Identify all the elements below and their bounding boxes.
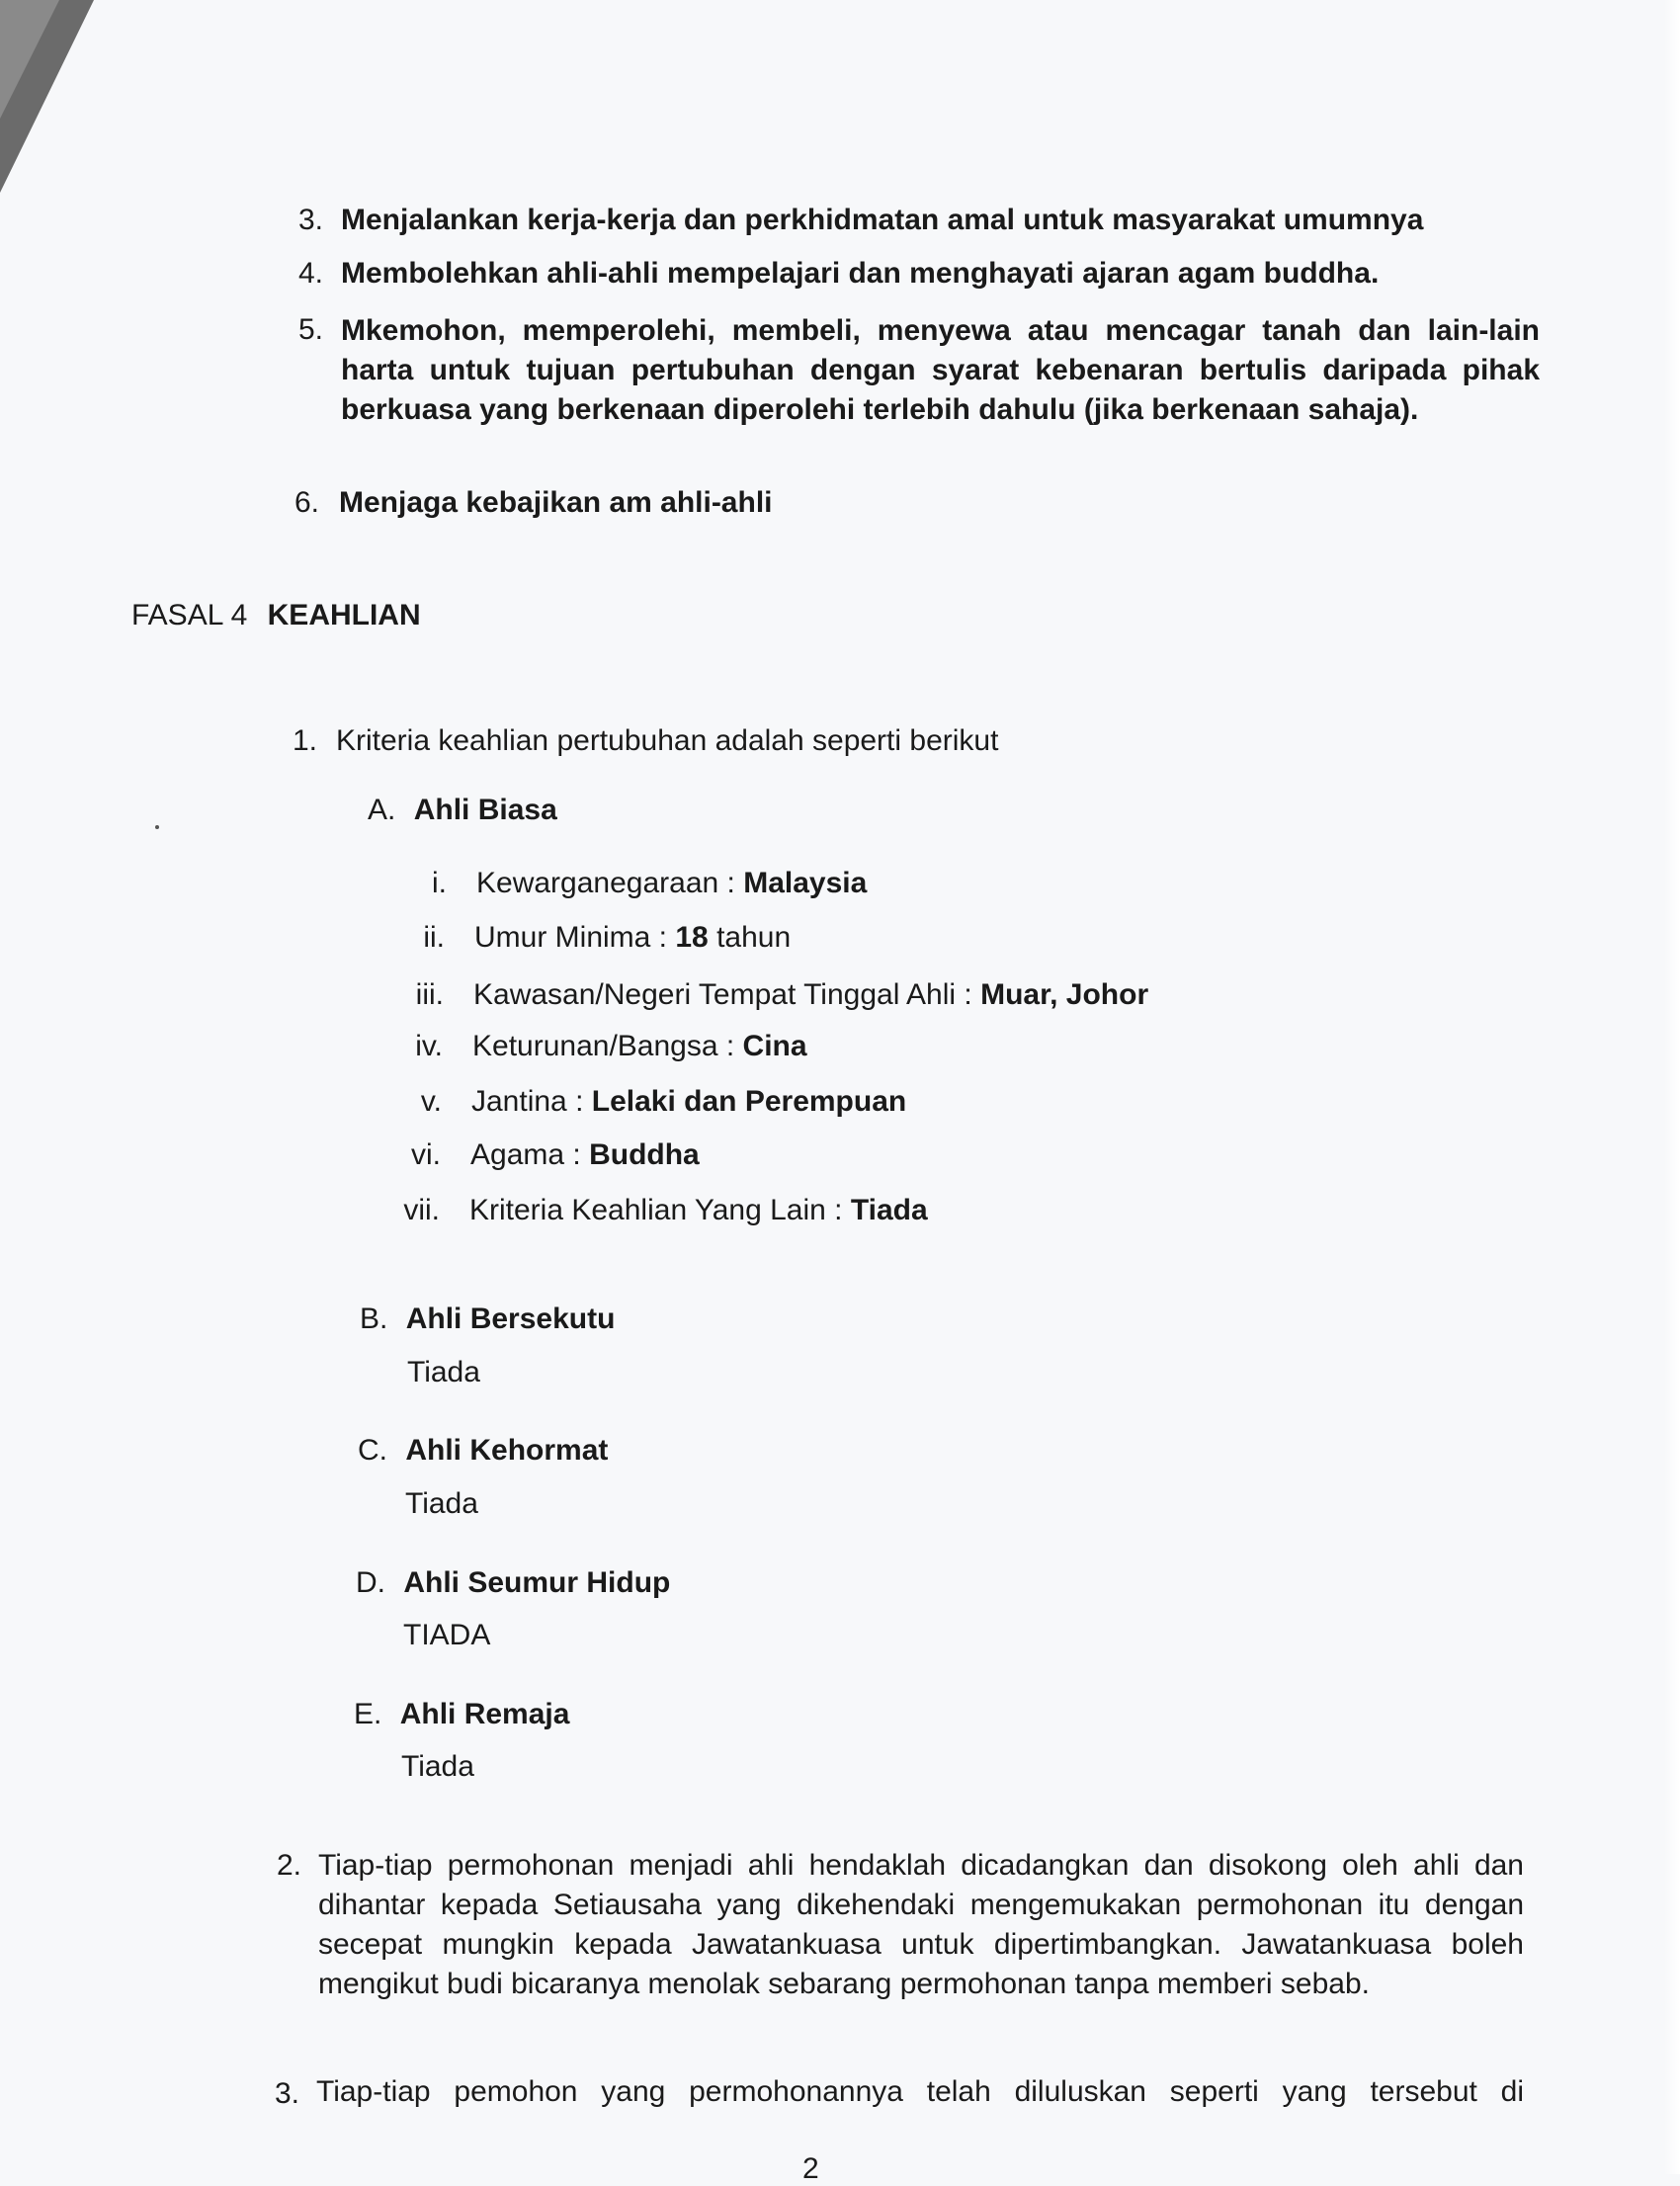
criteria-roman: vii. — [403, 1194, 440, 1226]
criteria-row — [380, 1194, 928, 1227]
objective-6-text: Menjaga kebajikan am ahli-ahli — [339, 486, 773, 519]
criteria-value: Cina — [742, 1030, 807, 1062]
objective-3-text: Menjalankan kerja-kerja dan perkhidmatan amal untuk masyarakat umumnya — [341, 204, 1424, 236]
criteria-row — [382, 1085, 906, 1119]
criteria-row — [384, 978, 1148, 1012]
criteria-roman: vi. — [411, 1138, 441, 1171]
criteria-value: 18 — [675, 921, 709, 954]
category-d-letter: D. — [356, 1566, 385, 1599]
criteria-roman: iv. — [415, 1030, 443, 1062]
criteria-value: Muar, Johor — [980, 978, 1149, 1011]
section-label: FASAL 4 — [131, 599, 248, 631]
category-a-title: Ahli Biasa — [413, 794, 557, 826]
criteria-row — [387, 867, 867, 900]
category-c-value: Tiada — [405, 1487, 478, 1520]
objective-3-number: 3. — [298, 204, 324, 236]
criteria-roman: v. — [420, 1085, 442, 1118]
category-d-heading — [356, 1566, 670, 1600]
category-d-title: Ahli Seumur Hidup — [403, 1566, 671, 1599]
category-b-heading — [360, 1303, 615, 1336]
objective-5-text: Mkemohon, memperolehi, membeli, menyewa atau mencagar tanah dan lain-lain harta untuk tujuan pertubuhan dengan syarat kebenaran bertulis daripada pihak berkuasa yang berkenaan diperolehi terlebih dahulu (jika berkenaan sahaja). — [341, 314, 1540, 426]
category-e-heading — [354, 1698, 569, 1731]
category-b-letter: B. — [360, 1303, 388, 1335]
criteria-label: Agama : — [470, 1138, 581, 1171]
criteria-label: Keturunan/Bangsa : — [472, 1030, 735, 1062]
scan-corner-shadow — [0, 0, 119, 198]
category-c-heading — [358, 1434, 608, 1468]
section-title: KEAHLIAN — [267, 599, 421, 631]
scan-speck — [155, 825, 159, 829]
category-d-value: TIADA — [403, 1619, 491, 1651]
criteria-value: Buddha — [589, 1138, 700, 1171]
right-edge-fade — [1664, 0, 1680, 2174]
criteria-value: Lelaki dan Perempuan — [591, 1085, 907, 1118]
criteria-value: Malaysia — [743, 867, 868, 899]
item-3-text: Tiap-tiap pemohon yang permohonannya telah diluluskan seperti yang tersebut di — [316, 2075, 1524, 2108]
category-c-title: Ahli Kehormat — [405, 1434, 609, 1467]
category-c-letter: C. — [358, 1434, 387, 1467]
criteria-label: Umur Minima : — [474, 921, 668, 954]
criteria-label: Kawasan/Negeri Tempat Tinggal Ahli : — [473, 978, 972, 1011]
criteria-row — [383, 1030, 807, 1063]
criteria-label: Kriteria Keahlian Yang Lain : — [469, 1194, 843, 1226]
category-e-title: Ahli Remaja — [399, 1698, 570, 1730]
section-heading — [131, 599, 421, 632]
category-a-heading — [368, 794, 557, 827]
item-2-text: Tiap-tiap permohonan menjadi ahli hendaklah dicadangkan dan disokong oleh ahli dan dihantar kepada Setiausaha yang dikehendaki mengemukakan permohonan itu dengan secepat mungkin kepada Jawatankuasa untuk dipertimbangkan. Jawatankuasa boleh mengikut budi bicaranya menolak sebarang permohonan tanpa memberi sebab. — [318, 1849, 1524, 2000]
criteria-label: Jantina : — [471, 1085, 584, 1118]
criteria-roman: i. — [432, 867, 447, 899]
objective-6-number: 6. — [294, 486, 320, 519]
criteria-row — [381, 1138, 700, 1172]
criteria-roman: iii. — [415, 978, 444, 1011]
category-b-title: Ahli Bersekutu — [405, 1303, 616, 1335]
criteria-row — [385, 921, 791, 955]
category-e-value: Tiada — [401, 1750, 474, 1783]
category-a-letter: A. — [368, 794, 396, 826]
category-e-letter: E. — [354, 1698, 382, 1730]
objective-4-number: 4. — [298, 257, 324, 290]
item-1-number: 1. — [293, 724, 318, 757]
objective-5-number: 5. — [298, 313, 324, 346]
objective-4-text: Membolehkan ahli-ahli mempelajari dan menghayati ajaran agam buddha. — [341, 257, 1380, 290]
criteria-label: Kewarganegaraan : — [476, 867, 735, 899]
item-2-number: 2. — [277, 1849, 302, 1882]
criteria-value: Tiada — [850, 1194, 928, 1226]
item-1-text: Kriteria keahlian pertubuhan adalah seperti berikut — [336, 724, 999, 757]
page-number: 2 — [802, 2152, 819, 2185]
criteria-roman: ii. — [423, 921, 445, 954]
item-3-number: 3. — [275, 2077, 300, 2110]
category-b-value: Tiada — [407, 1356, 480, 1388]
criteria-suffix: tahun — [716, 921, 792, 954]
